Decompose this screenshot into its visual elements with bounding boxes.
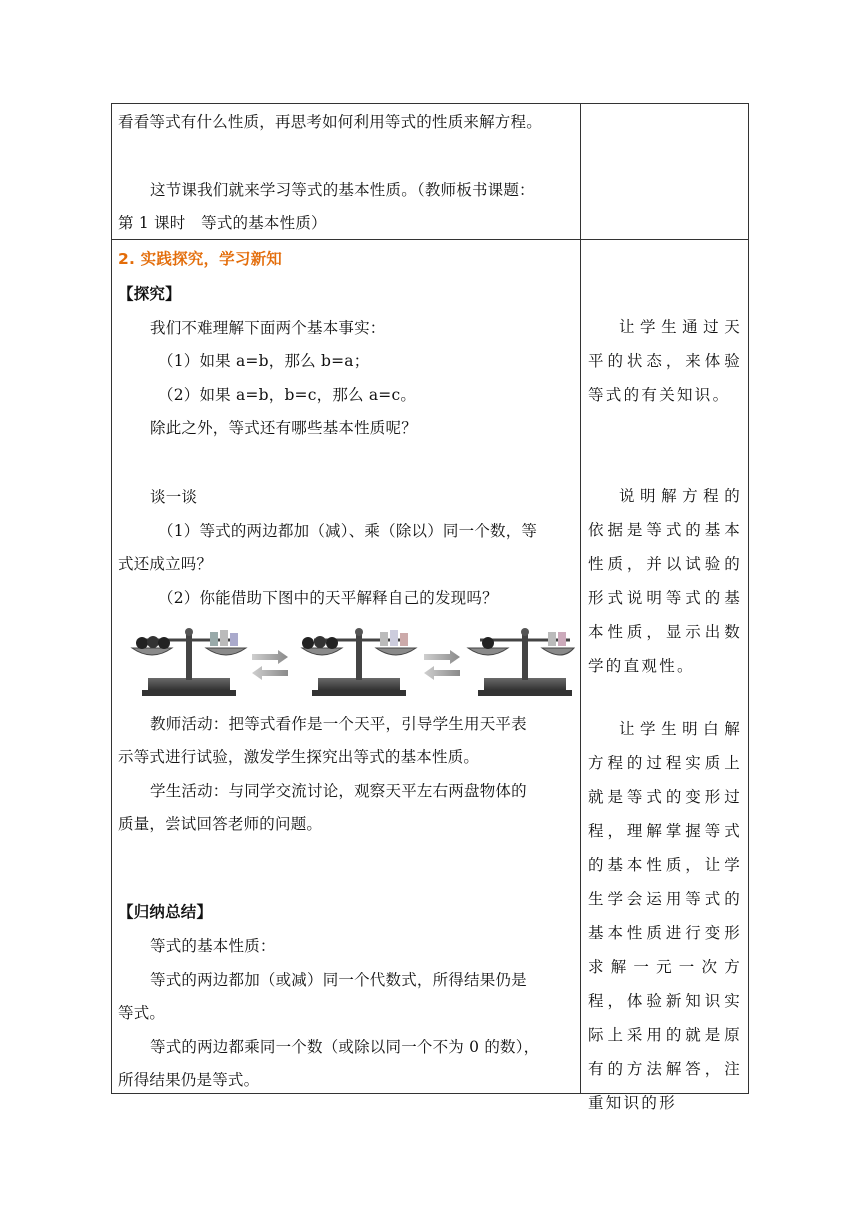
teacher-activity-line-2: 示等式进行试验，激发学生探究出等式的基本性质。	[118, 748, 480, 766]
teacher-activity-line-1: 教师活动：把等式看作是一个天平，引导学生用天平表	[150, 715, 527, 733]
student-activity-line-2: 质量，尝试回答老师的问题。	[118, 815, 323, 833]
balance-scale-1	[132, 628, 246, 696]
fact-2: （2）如果 a=b，b=c，那么 a=c。	[158, 386, 417, 404]
column-divider	[580, 103, 581, 1094]
summary-intro: 等式的基本性质：	[150, 937, 276, 955]
balance-scales-illustration	[128, 620, 574, 698]
property-1-line-2: 等式。	[118, 1004, 166, 1022]
summary-label: 【归纳总结】	[118, 903, 213, 921]
note-2	[588, 479, 742, 683]
note-1	[588, 310, 742, 412]
property-2-line-1: 等式的两边都乘同一个数（或除以同一个不为 0 的数），	[150, 1038, 540, 1056]
student-activity-line-1: 学生活动：与同学交流讨论，观察天平左右两盘物体的	[150, 782, 527, 800]
explore-label: 【探究】	[118, 285, 181, 303]
section-heading: 2. 实践探究，学习新知	[118, 250, 282, 268]
balance-scale-3	[468, 628, 574, 696]
fact-intro: 我们不难理解下面两个基本事实：	[150, 319, 386, 337]
intro-line-3: 第 1 课时 等式的基本性质）	[118, 214, 327, 232]
arrows-1	[252, 650, 288, 680]
question-2: （2）你能借助下图中的天平解释自己的发现吗？	[158, 589, 498, 607]
note-3	[588, 712, 742, 1112]
intro-line-1: 看看等式有什么性质，再思考如何利用等式的性质来解方程。	[118, 113, 542, 131]
question-1-line-2: 式还成立吗？	[118, 555, 213, 573]
question-more-properties: 除此之外，等式还有哪些基本性质呢？	[150, 419, 417, 437]
arrows-2	[424, 650, 460, 680]
note-3-text: 让学生明白解方程的过程实质上就是等式的变形过程，理解掌握等式的基本性质，让学生学会运用等式的基本性质进行变形求解一元一次方程，体验新知识实际上采用的就是原有的方法解答，注重知识的形	[588, 720, 742, 1112]
talk-label: 谈一谈	[150, 488, 198, 506]
note-1-text: 让学生通过天平的状态，来体验等式的有关知识。	[588, 318, 742, 404]
property-2-line-2: 所得结果仍是等式。	[118, 1071, 260, 1089]
balance-scale-2	[302, 628, 416, 696]
fact-1: （1）如果 a=b，那么 b=a；	[158, 352, 370, 370]
question-1-line-1: （1）等式的两边都加（减）、乘（除以）同一个数，等	[158, 522, 538, 540]
intro-line-2: 这节课我们就来学习等式的基本性质。（教师板书课题：	[150, 181, 535, 199]
property-1-line-1: 等式的两边都加（或减）同一个代数式，所得结果仍是	[150, 971, 527, 989]
row-divider	[111, 239, 749, 240]
note-2-text: 说明解方程的依据是等式的基本性质，并以试验的形式说明等式的基本性质，显示出数学的直观性。	[588, 487, 742, 675]
